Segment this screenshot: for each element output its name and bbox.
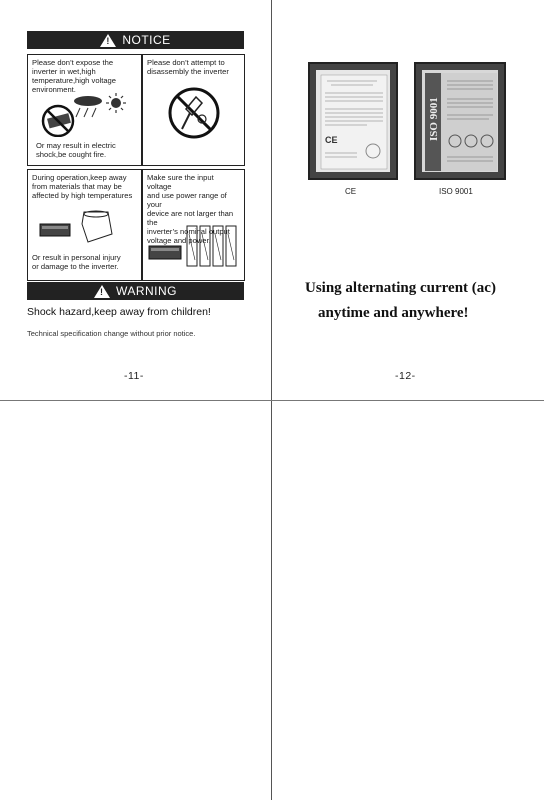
warning-triangle-icon — [100, 34, 116, 47]
page-number-right: -12- — [395, 370, 416, 382]
no-disassembly-icon — [166, 85, 222, 141]
box1-text-3: temperature,high voltage — [32, 76, 117, 85]
box1-foot-1: Or may result in electric — [36, 141, 116, 150]
box1-foot-2: shock,be cought fire. — [36, 150, 107, 159]
box2-text-1: Please don’t attempt to — [147, 58, 225, 67]
box1-text-2: inverter in wet,high — [32, 67, 96, 76]
page-divider-horizontal — [0, 400, 544, 401]
box4-text-4: inverter’s nominal output — [147, 227, 230, 236]
notice-box-temperature — [27, 169, 142, 281]
wet-weather-icon — [36, 91, 136, 137]
warning-text: Shock hazard,keep away from children! — [27, 306, 211, 318]
notice-box-wet — [27, 54, 142, 166]
ce-certificate — [308, 62, 398, 180]
box4-text-2: and use power range of your — [147, 191, 227, 209]
box1-text-4: environment. — [32, 85, 76, 94]
ce-caption: CE — [345, 187, 357, 196]
warning-banner — [27, 282, 244, 300]
box3-text-2: from materials that may be — [32, 182, 122, 191]
notice-banner — [27, 31, 244, 49]
warning-triangle-icon — [94, 285, 110, 298]
iso-banner-text: ISO 9001 — [428, 97, 440, 141]
iso-caption: ISO 9001 — [439, 187, 473, 196]
box2-text-2: disassembly the inverter — [147, 67, 229, 76]
spec-notice-text: Technical specification change without prior notice. — [27, 329, 196, 338]
notice-box-voltage — [142, 169, 245, 281]
box4-text-3: device are not larger than the — [147, 209, 234, 227]
iso-certificate-content — [423, 71, 499, 173]
box3-text-3: affected by high temperatures — [32, 191, 133, 200]
appliance-icons — [147, 222, 243, 272]
inverter-icon — [38, 204, 128, 248]
iso-certificate — [414, 62, 506, 180]
box4-text-5: voltage and power. — [147, 236, 211, 245]
ce-mark-icon: CE — [325, 135, 338, 145]
slogan-line-1: Using alternating current (ac) — [305, 280, 496, 296]
page-number-left: -11- — [124, 370, 144, 382]
ce-certificate-content — [317, 71, 391, 173]
box3-text-1: During operation,keep away — [32, 173, 127, 182]
warning-title: WARNING — [115, 284, 178, 298]
box3-foot-2: or damage to the inverter. — [32, 262, 119, 271]
notice-title: NOTICE — [122, 33, 171, 47]
box4-text-1: Make sure the input voltage — [147, 173, 214, 191]
slogan-line-2: anytime and anywhere! — [318, 305, 469, 321]
notice-box-disassembly — [142, 54, 245, 166]
box1-text-1: Please don’t expose the — [32, 58, 114, 67]
box3-foot-1: Or result in personal injury — [32, 253, 121, 262]
